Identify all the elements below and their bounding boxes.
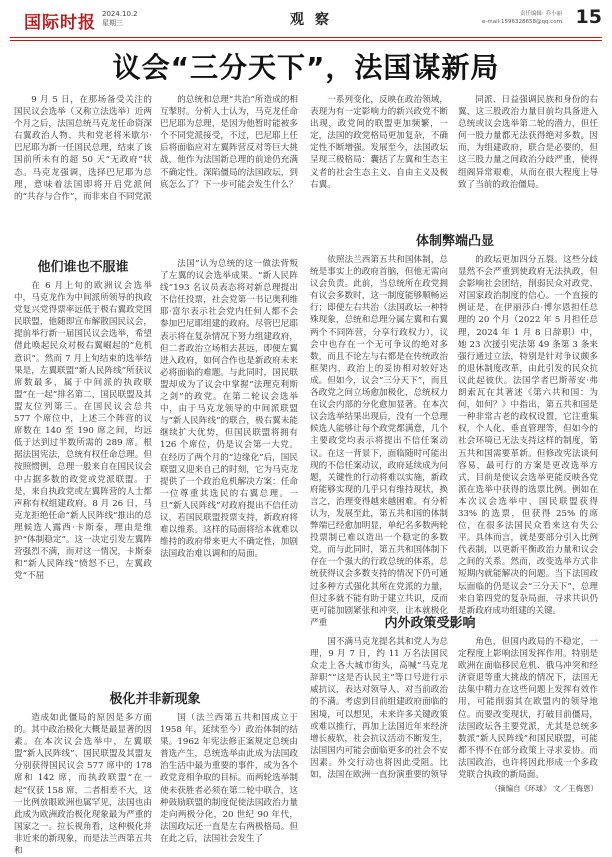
header-divider: [10, 37, 602, 38]
newspaper-logo: 国际时报: [24, 13, 96, 33]
paragraph: 国（法兰西第五共和国成立于 1958 年，延续至今）政治体制的结果。1962 年宪法修正案规定总统由普选产生，总统选举由此成为法国政治生活中最为重要的事件，成为各个政党竞相争取的目标。而两轮选举制使未获胜者必须在第二轮中联合，这种鼓励联盟的制度促使法国政治力量走向两极分化，20 世纪 90 年代，法国政坛还一直是左右两极格局。但在此之后，法国社会发生了: [160, 713, 298, 844]
subhead-3: 体制弊端凸显: [415, 234, 494, 249]
headline: 议会“三分天下”，法国谋新局: [112, 51, 500, 84]
article-col1-section2: [14, 712, 152, 857]
article-col3-top: [310, 94, 448, 220]
article-col3-section4: [310, 636, 448, 838]
header-divider-thin: [10, 40, 602, 41]
paragraph: 一系列变化，反映在政治领域，表现为有一定影响力的新兴政党不断出现，政党间的联盟更加频繁，一定，法国的政党格局更加复杂，不确定性不断增强。发展至今，法国政坛呈现三极格局：囊括了左翼和生态主义者的社会生态主义、自由主义及极右翼。: [310, 95, 448, 190]
page-number: 15: [575, 6, 602, 28]
date-text: 2024.10.2: [102, 10, 138, 18]
paragraph: 造成如此僵局的原因是多方面的。其中政治极化大概是最显著的因素。在本次议会选举中，左翼联盟“新人民阵线”、国民联盟及其盟友分别获得国民议会 577 席中的 178 席和 142 席，而执政联盟“在一起”仅获 158 席，二者相差不大，这一比例放眼欧洲也属罕见，法国也由此成为欧洲政治极化现象最为严重的国家之一。拉长视角看，这种极化并非近来的新现象，而是法兰西第五共和: [14, 713, 152, 857]
section-title: 观 察: [290, 12, 332, 28]
byline: （摘编自《环球》 文／王梅恩）: [490, 784, 598, 794]
paragraph: 国不满马克龙提名其和党人为总理，9 月 7 日，约 11 万名法国民众走上各大城市街头，高喊“马克龙辞职”“这是否认民主”等口号进行示威抗议，表达对领导人、对当前政治的不满。考虑到目前组建政府面临的困境，可以想见，未来许多关键政策或难以推行，再加上法国近年来经济增长疲软，社会抗议活动不断发生，法国国内可能会面临更多的社会不安因素。外交行动也将因此受阻。比如，法国在欧洲一直扮演重要的领导: [310, 637, 448, 781]
weekday-text: 星期三: [102, 19, 123, 27]
article-col2-section2: [160, 712, 298, 844]
email-line: e-mail:1596328658@qq.com: [482, 19, 562, 25]
paragraph: 角色，但国内政局的不稳定，一定程度上影响法国发挥作用。特别是欧洲在面临移民危机、俄乌冲突和经济衰退等重大挑战的情况下，法国无法集中精力在这些问题上发挥有效作用，可能削弱其在欧盟内的领导地位。而要改变现状，打破目前僵局，法国政坛各主要党派，尤其是总统多数派“新人民阵线”和国民联盟，可能都不得不在部分政策上寻求妥协。而法国政治，也许将因此形成一个多政党联合执政的新局面。: [458, 637, 598, 781]
article-col2-section1: [160, 258, 298, 680]
article-col2-intro: [160, 94, 298, 244]
subhead-1: 他们谁也不服谁: [37, 260, 129, 275]
paragraph: 依照法兰西第五共和国体制，总统是事实上的政府首脑，但他无需向议会负责。此前，当总统所在政党拥有议会多数时，这一制度能够顺畅运行；即便左右共治（法国政坛一种特殊现象，总统和总理分属左翼和右翼两个不同阵营，分享行政权力），议会中也存在一个无可争议的绝对多数，而且不论左与右都是在传统政治框架内，政治上的妥协相对较好达成。但如今，议会“三分天下”，而且各政党之间立场愈加极化，总统权力在议会内部的分化愈加显著。在本次议会选举结果出现后，没有一个总理候选人能够让每个政党都满意，几个主要政党均表示将提出不信任案动议。在这一背景下，面临随时可能出现的不信任案动议，政府延续成为问题，关键性的行动将难以实施，新政府能够实现的几乎只有维持现状，换言之，治理变得越来越困难。有分析认为，发展至此，第五共和国的体制弊端已经愈加明显，单纪名多数两轮投票制已难以造出一个稳定的多数党，而与此同时，第五共和国体制下存在一个强大的行政总统的体系，总统获得议会多数支持的情况下仍可通过多种方式强化其所在党派的力量，但过多就不能有助于建立共识，反而更可能加剧紧张和冲突，让本就极化严重: [310, 255, 448, 628]
article-col4-top: [458, 94, 598, 220]
issue-date: [102, 10, 138, 28]
paragraph: 的政坛更加四分五裂。这些分歧显然不会严重到使政府无法执政，但会影响社会团结，削弱民众对政党、对国家政治制度的信心。一个直接的例证是，在伊丽莎白·博尔恩担任总理的 20 个月（2022 年 5 月担任总理，2024 年 1 月 8 日辞职）中，她 23 次援引宪法第 49 条第 3 条来强行通过立法，特别是针对争议颇多的退休制度改革，由此引发的民众抗议此起彼伏。法国学者巴斯蒂安·弗朗索瓦在其著述《第六共和国：为何，如何？》中指出，第五共和国是一种非常古老的政权设置，它注重集权，个人化、垂直管理等，但如今的社会环境已无法支持这样的制度，第五共和国需要革新。但修改宪法谈何容易，最可行的方案是更改选举方式，目前是使议会选举更能反映各党派在选举中获得的选票比例。例如在本次议会选举中，国民联盟获得 33% 的选票，但获得 25% 的席位，在很多法国民众看来这有失公平。具体而言，就是要部分引入比例代表制，以更新平衡政治力量和议会之间的关系。然而，改变选举方式非短期内就能解决的问题。当下法国政坛面临的仍是议会“三分天下”，总理来自第四党的复杂局面，寻求共识仍是新政府成功组建的关键。: [458, 255, 598, 616]
paragraph: 的总统和总理“共治”所造成的相互掣肘。分析人士认为，马克龙任命巴尼耶为总理，是因为他暂时能被多个不同党派接受，不过，巴尼耶上任后将面临应对左翼阵营反对等巨大挑战，他作为法国新总理的前途仍充满不确定性。深陷僵局的法国政坛，到底怎么了？下一步可能会发生什么？: [160, 95, 298, 190]
paragraph: 在 6 月上旬的欧洲议会选举中，马克龙作为中间派所领导的执政党复兴党得票率远低于极右翼政党国民联盟，他随即宣布解散国民议会，提前举行新一届国民议会选举，希望借此唤起民众对极右翼崛起的“危机意识”。然而 7 月上旬结束的选举结果是，左翼联盟“新人民阵线”所获议席数最多，属于中间派的执政联盟“在一起”排名第二，国民联盟及其盟友位列第三。在国民议会总共 577 个席位中，上述三个阵营的议席数在 140 至 190 席之间，均远低于达到过半数所需的 289 席。根据法国宪法，总统有权任命总理。但按照惯例，总理一般来自在国民议会中占据多数的政党或党派联盟。于是，来自执政党或左翼阵营的人士都声称有权组建政府。8 月 26 日，马克龙拒绝任命“新人民阵线”推出的总理候选人露西·卡斯泰，理由是维护“体制稳定”。这一决定引发左翼阵营强烈不满，而对这一情况，卡斯泰和“新人民阵线”愤怒不已，左翼政党“不屈: [14, 281, 152, 582]
article-col4-section4: [458, 636, 598, 838]
paragraph: 9 月 5 日，在那场备受关注的国民议会选举（又称立法选举）近两个月之后，法国总统马克龙任命资深右翼政治人物、共和党老将米歇尔·巴尼耶为新一任国民总理，结束了该国前所未有的超 50 天“无政府”状态。马克龙强调，选择巴尼耶为总理，意味着法国即将开启党派间的“共存与合作”，而非来自不同党派: [14, 95, 152, 202]
article-col1-intro: [14, 94, 152, 244]
masthead: [10, 6, 602, 36]
subhead-2: 极化并非新现象: [109, 692, 201, 707]
subhead-4: 内外政策受影响: [384, 616, 476, 631]
paragraph: 法国”认为总统的这一做法背叛了左翼的议会选举成果。“新人民阵线”193 名议员表态将对新总理提出不信任投票，社会党第一书记奥利维耶·富尔表示社会党内任何人都不会参加巴尼耶组建的政府。尽管巴尼耶表示将在复杂情况下努力组建政府，但二者政治立场相去甚远，即便左翼进入政府，如何合作也是新政府未来必将面临的难题。与此同时，国民联盟却成为了议会中掌握“法理克利斯之剑”的政党。在第二轮议会选举中，由于马克龙领导的中间派联盟与“新人民阵线”的联合，极右翼未能继续扩大优势，但国民联盟将拥有 126 个席位，仍是议会第一大党。在经历了两个月的“边缘化”后，国民联盟又迎来自己的时刻，它为马克龙提供了一个政治危机解决方案：任命一位尊重其选民的右翼总理。一旦“新人民阵线”对政府提出不信任动议，若国民联盟投票支持，新政府将难以维系。这样的局面将给本就难以维持的政府带来更大不确定性，加剧法国政治难以调和的局面。: [160, 259, 298, 560]
paragraph: 同派、日益强调民族和身份的右翼，这三股政治力量目前均具备进入总统或议会选举第二轮的潜力，但任何一股力量都无法获得绝对多数。因而，为组建政府，联合是必要的，但这三股力量之间政治分歧严重，使得组阁异常艰难，从而在很大程度上导致了当前的政治僵局。: [458, 95, 598, 190]
article-col1-section1: [14, 280, 152, 680]
editor-info: [482, 10, 562, 26]
editor-line: 责任编辑: 乔小丽: [519, 11, 562, 17]
